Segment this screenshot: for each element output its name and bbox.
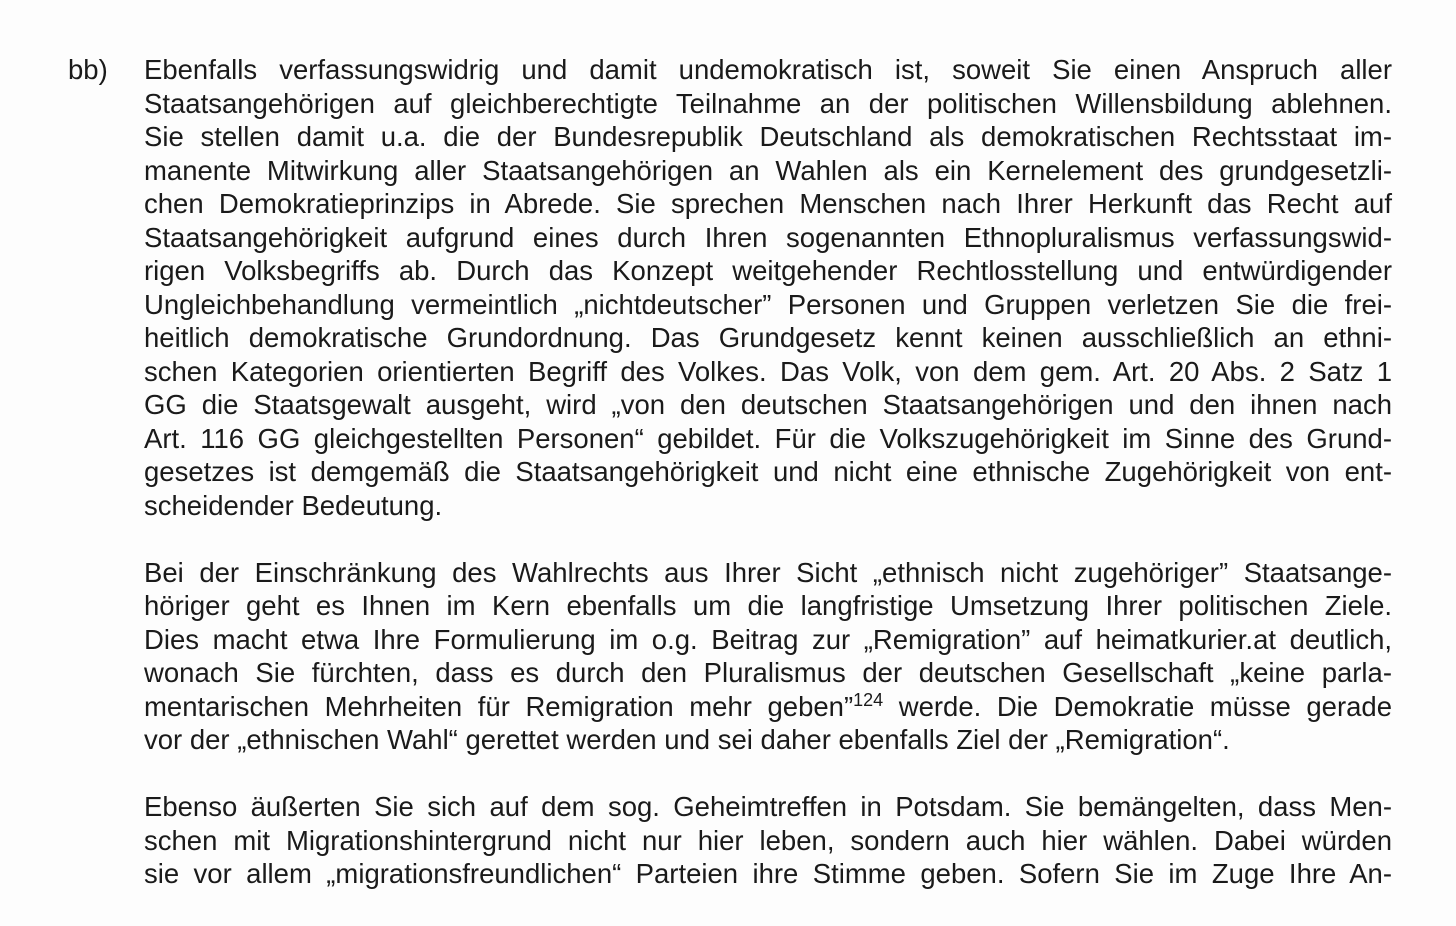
paragraph-gap xyxy=(144,522,1392,556)
text-fragment: werde. Die Demokratie müsse gerade xyxy=(883,690,1392,722)
text-line: GG die Staatsgewalt ausgeht, wird „von den deutschen Staatsangehörigen und den ihnen nach xyxy=(144,389,1392,420)
text-line: Art. 116 GG gleichgestellten Personen“ gebildet. Für die Volkszugehörigkeit im Sinne des Grund- xyxy=(144,422,1392,454)
section-label: bb) xyxy=(68,54,108,85)
text-line: sie vor allem „migrationsfreundlichen“ Parteien ihre Stimme geben. Sofern Sie im Zuge Ihre An- xyxy=(144,858,1392,889)
text-line: Bei der Einschränkung des Wahlrechts aus Ihrer Sicht „ethnisch nicht zugehöriger” Staatsange- xyxy=(144,556,1392,588)
text-line: Ebenso äußerten Sie sich auf dem sog. Geheimtreffen in Potsdam. Sie bemängelten, dass Men- xyxy=(144,791,1392,822)
text-line: scheidender Bedeutung. xyxy=(144,489,443,521)
text-line: Staatsangehörigkeit aufgrund eines durch Ihren sogenannten Ethnopluralismus verfassungswid- xyxy=(144,221,1392,253)
paragraph-3 xyxy=(144,790,1392,891)
text-line: gesetzes ist demgemäß die Staatsangehörigkeit und nicht eine ethnische Zugehörigkeit von ent- xyxy=(144,456,1392,487)
text-line-with-footnote xyxy=(144,690,1392,724)
text-line: schen mit Migrationshintergrund nicht nur hier leben, sondern auch hier wählen. Dabei würden xyxy=(144,824,1392,856)
paragraph-1 xyxy=(144,53,1392,522)
text-line: höriger geht es Ihnen im Kern ebenfalls um die langfristige Umsetzung Ihrer politischen Ziele. xyxy=(144,590,1392,621)
text-line: wonach Sie fürchten, dass es durch den Pluralismus der deutschen Gesellschaft „keine parla- xyxy=(144,657,1392,688)
footnote-reference[interactable]: 124 xyxy=(853,689,884,710)
text-line: Staatsangehörigen auf gleichberechtigte Teilnahme an der politischen Willensbildung ablehnen. xyxy=(144,87,1392,119)
text-line: heitlich demokratische Grundordnung. Das Grundgesetz kennt keinen ausschließlich an ethni- xyxy=(144,322,1392,353)
text-fragment: mentarischen Mehrheiten für Remigration mehr geben” xyxy=(144,690,854,722)
text-line: chen Demokratieprinzips in Abrede. Sie sprechen Menschen nach Ihrer Herkunft das Recht auf xyxy=(144,188,1392,219)
text-line: manente Mitwirkung aller Staatsangehörigen an Wahlen als ein Kernelement des grundgesetzli- xyxy=(144,154,1392,186)
paragraph-gap xyxy=(144,757,1392,791)
text-line: Ungleichbehandlung vermeintlich „nichtdeutscher” Personen und Gruppen verletzen Sie die frei- xyxy=(144,288,1392,320)
paragraph-2 xyxy=(144,556,1392,757)
text-line: Sie stellen damit u.a. die der Bundesrepublik Deutschland als demokratischen Rechtsstaat im- xyxy=(144,121,1392,152)
text-line: vor der „ethnischen Wahl“ gerettet werden und sei daher ebenfalls Ziel der „Remigration“. xyxy=(144,724,1230,755)
text-line: Dies macht etwa Ihre Formulierung im o.g. Beitrag zur „Remigration” auf heimatkurier.at deutlich, xyxy=(144,623,1392,655)
document-body xyxy=(144,53,1392,891)
text-line: Ebenfalls verfassungswidrig und damit undemokratisch ist, soweit Sie einen Anspruch aller xyxy=(144,54,1392,85)
text-line: rigen Volksbegriffs ab. Durch das Konzept weitgehender Rechtlosstellung und entwürdigender xyxy=(144,255,1392,286)
text-line: schen Kategorien orientierten Begriff des Volkes. Das Volk, von dem gem. Art. 20 Abs. 2 Satz 1 xyxy=(144,355,1392,387)
